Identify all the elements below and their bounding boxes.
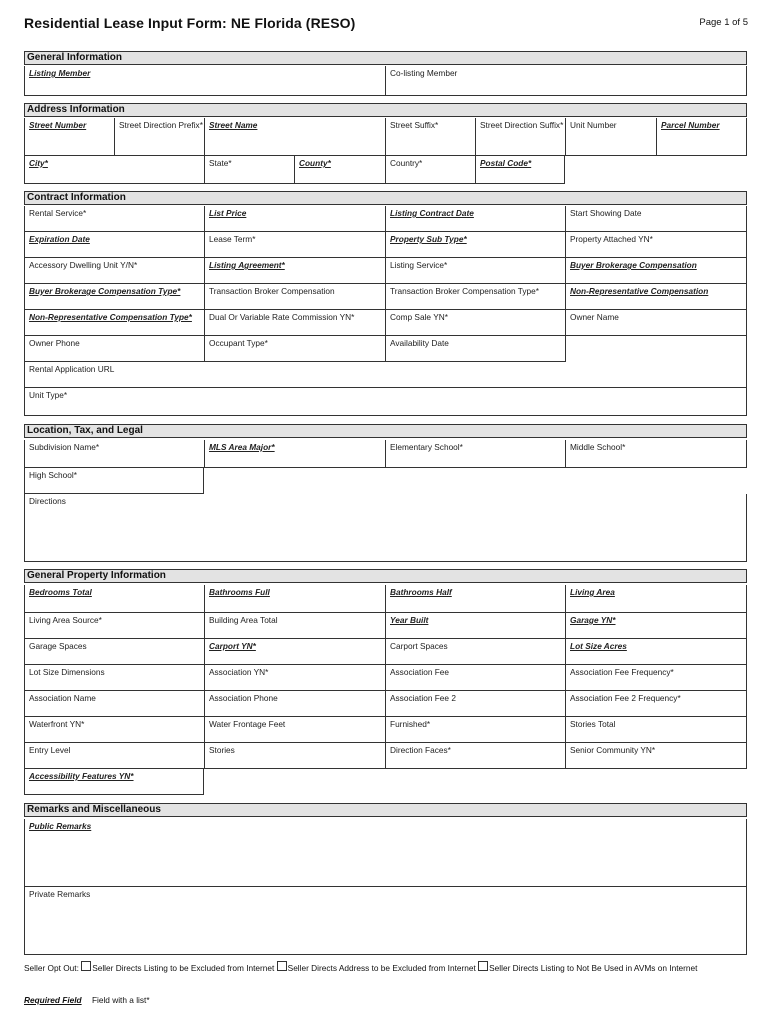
private-remarks-field[interactable]: Private Remarks bbox=[24, 887, 747, 955]
dual-variable-rate-field[interactable]: Dual Or Variable Rate Commission YN* bbox=[204, 310, 385, 336]
listing-member-field[interactable]: Listing Member bbox=[24, 66, 385, 96]
water-frontage-feet-field[interactable]: Water Frontage Feet bbox=[204, 717, 385, 743]
transaction-broker-compensation-field[interactable]: Transaction Broker Compensation bbox=[204, 284, 385, 310]
opt-out-option-address: Seller Directs Address to be Excluded from Internet bbox=[287, 962, 476, 973]
seller-opt-out-label: Seller Opt Out: bbox=[24, 962, 79, 973]
section-general-property-information: General Property Information bbox=[24, 569, 747, 583]
elementary-school-field[interactable]: Elementary School* bbox=[385, 440, 565, 468]
opt-out-option-internet: Seller Directs Listing to be Excluded from Internet bbox=[92, 962, 275, 973]
legend-required-field: Required Field bbox=[24, 995, 82, 1005]
rental-service-field[interactable]: Rental Service* bbox=[24, 206, 204, 232]
directions-field[interactable]: Directions bbox=[24, 494, 747, 562]
section-remarks-misc: Remarks and Miscellaneous bbox=[24, 803, 747, 817]
county-field[interactable]: County* bbox=[294, 156, 385, 184]
listing-service-field[interactable]: Listing Service* bbox=[385, 258, 565, 284]
state-field[interactable]: State* bbox=[204, 156, 294, 184]
association-fee-2-field[interactable]: Association Fee 2 bbox=[385, 691, 565, 717]
direction-faces-field[interactable]: Direction Faces* bbox=[385, 743, 565, 769]
listing-agreement-field[interactable]: Listing Agreement* bbox=[204, 258, 385, 284]
section-location-tax-legal: Location, Tax, and Legal bbox=[24, 424, 747, 438]
owner-phone-field[interactable]: Owner Phone bbox=[24, 336, 204, 362]
availability-date-field[interactable]: Availability Date bbox=[385, 336, 565, 362]
living-area-field[interactable]: Living Area bbox=[565, 585, 747, 613]
high-school-field[interactable]: High School* bbox=[24, 468, 204, 494]
opt-out-option-avms: Seller Directs Listing to Not Be Used in AVMs on Internet bbox=[489, 962, 698, 973]
unit-number-field[interactable]: Unit Number bbox=[565, 118, 656, 156]
buyer-brokerage-compensation-type-field[interactable]: Buyer Brokerage Compensation Type* bbox=[24, 284, 204, 310]
association-fee-2-frequency-field[interactable]: Association Fee 2 Frequency* bbox=[565, 691, 747, 717]
property-attached-yn-field[interactable]: Property Attached YN* bbox=[565, 232, 747, 258]
association-fee-frequency-field[interactable]: Association Fee Frequency* bbox=[565, 665, 747, 691]
lot-size-dimensions-field[interactable]: Lot Size Dimensions bbox=[24, 665, 204, 691]
empty-cell bbox=[565, 336, 747, 362]
middle-school-field[interactable]: Middle School* bbox=[565, 440, 747, 468]
year-built-field[interactable]: Year Built bbox=[385, 613, 565, 639]
section-general-information: General Information bbox=[24, 51, 747, 65]
transaction-broker-compensation-type-field[interactable]: Transaction Broker Compensation Type* bbox=[385, 284, 565, 310]
comp-sale-yn-field[interactable]: Comp Sale YN* bbox=[385, 310, 565, 336]
stories-total-field[interactable]: Stories Total bbox=[565, 717, 747, 743]
rental-application-url-field[interactable]: Rental Application URL bbox=[24, 362, 747, 388]
living-area-source-field[interactable]: Living Area Source* bbox=[24, 613, 204, 639]
senior-community-yn-field[interactable]: Senior Community YN* bbox=[565, 743, 747, 769]
bathrooms-half-field[interactable]: Bathrooms Half bbox=[385, 585, 565, 613]
garage-yn-field[interactable]: Garage YN* bbox=[565, 613, 747, 639]
lot-size-acres-field[interactable]: Lot Size Acres bbox=[565, 639, 747, 665]
street-number-field[interactable]: Street Number bbox=[24, 118, 114, 156]
entry-level-field[interactable]: Entry Level bbox=[24, 743, 204, 769]
public-remarks-field[interactable]: Public Remarks bbox=[24, 819, 747, 887]
property-sub-type-field[interactable]: Property Sub Type* bbox=[385, 232, 565, 258]
section-contract-information: Contract Information bbox=[24, 191, 747, 205]
seller-opt-out bbox=[24, 961, 697, 973]
opt-out-checkbox-avms[interactable] bbox=[478, 961, 488, 971]
furnished-field[interactable]: Furnished* bbox=[385, 717, 565, 743]
bedrooms-total-field[interactable]: Bedrooms Total bbox=[24, 585, 204, 613]
expiration-date-field[interactable]: Expiration Date bbox=[24, 232, 204, 258]
occupant-type-field[interactable]: Occupant Type* bbox=[204, 336, 385, 362]
accessory-dwelling-unit-field[interactable]: Accessory Dwelling Unit Y/N* bbox=[24, 258, 204, 284]
start-showing-date-field[interactable]: Start Showing Date bbox=[565, 206, 747, 232]
garage-spaces-field[interactable]: Garage Spaces bbox=[24, 639, 204, 665]
unit-type-field[interactable]: Unit Type* bbox=[24, 388, 747, 416]
postal-code-field[interactable]: Postal Code* bbox=[475, 156, 565, 184]
street-direction-prefix-field[interactable]: Street Direction Prefix* bbox=[114, 118, 204, 156]
parcel-number-field[interactable]: Parcel Number bbox=[656, 118, 747, 156]
buyer-brokerage-compensation-field[interactable]: Buyer Brokerage Compensation bbox=[565, 258, 747, 284]
association-phone-field[interactable]: Association Phone bbox=[204, 691, 385, 717]
accessibility-features-yn-field[interactable]: Accessibility Features YN* bbox=[24, 769, 204, 795]
waterfront-yn-field[interactable]: Waterfront YN* bbox=[24, 717, 204, 743]
non-rep-compensation-type-field[interactable]: Non-Representative Compensation Type* bbox=[24, 310, 204, 336]
page-number: Page 1 of 5 bbox=[699, 17, 748, 28]
association-name-field[interactable]: Association Name bbox=[24, 691, 204, 717]
street-direction-suffix-field[interactable]: Street Direction Suffix* bbox=[475, 118, 565, 156]
non-rep-compensation-field[interactable]: Non-Representative Compensation bbox=[565, 284, 747, 310]
legend bbox=[24, 995, 150, 1005]
building-area-total-field[interactable]: Building Area Total bbox=[204, 613, 385, 639]
association-fee-field[interactable]: Association Fee bbox=[385, 665, 565, 691]
list-price-field[interactable]: List Price bbox=[204, 206, 385, 232]
carport-spaces-field[interactable]: Carport Spaces bbox=[385, 639, 565, 665]
city-field[interactable]: City* bbox=[24, 156, 204, 184]
association-yn-field[interactable]: Association YN* bbox=[204, 665, 385, 691]
carport-yn-field[interactable]: Carport YN* bbox=[204, 639, 385, 665]
street-suffix-field[interactable]: Street Suffix* bbox=[385, 118, 475, 156]
lease-term-field[interactable]: Lease Term* bbox=[204, 232, 385, 258]
country-field[interactable]: Country* bbox=[385, 156, 475, 184]
legend-list-field: Field with a list* bbox=[91, 995, 150, 1005]
opt-out-checkbox-internet[interactable] bbox=[81, 961, 91, 971]
subdivision-name-field[interactable]: Subdivision Name* bbox=[24, 440, 204, 468]
section-address-information: Address Information bbox=[24, 103, 747, 117]
street-name-field[interactable]: Street Name bbox=[204, 118, 385, 156]
listing-contract-date-field[interactable]: Listing Contract Date bbox=[385, 206, 565, 232]
opt-out-checkbox-address[interactable] bbox=[277, 961, 287, 971]
owner-name-field[interactable]: Owner Name bbox=[565, 310, 747, 336]
stories-field[interactable]: Stories bbox=[204, 743, 385, 769]
co-listing-member-field[interactable]: Co-listing Member bbox=[385, 66, 747, 96]
mls-area-major-field[interactable]: MLS Area Major* bbox=[204, 440, 385, 468]
form-title: Residential Lease Input Form: NE Florida (RESO) bbox=[24, 15, 356, 31]
bathrooms-full-field[interactable]: Bathrooms Full bbox=[204, 585, 385, 613]
